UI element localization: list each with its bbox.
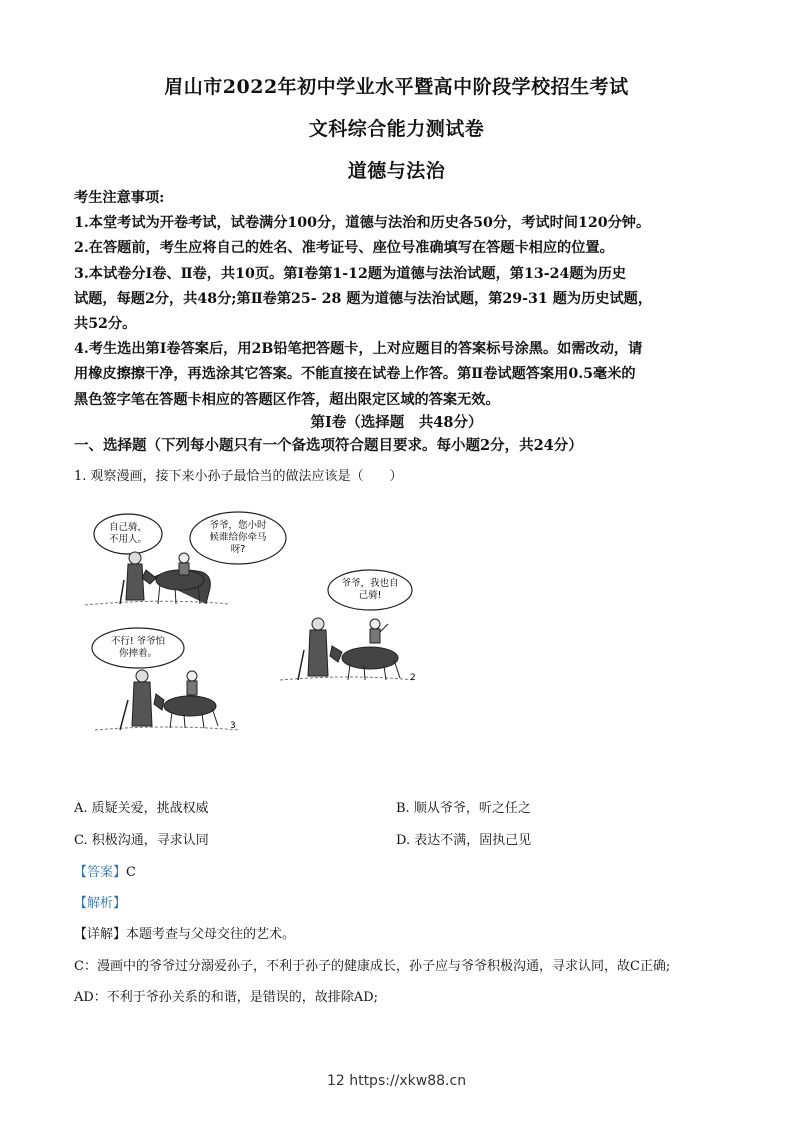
svg-text:己骑!: [359, 589, 382, 601]
panel-number: 2: [410, 673, 416, 683]
analysis-label: 【解析】: [74, 896, 127, 911]
subject-title: 道德与法治: [347, 160, 446, 182]
bubble-text: 爷爷，我也自: [341, 578, 399, 589]
svg-text:不行! 爷爷怕: [111, 635, 165, 647]
svg-text:呀?: [231, 544, 246, 555]
bubble-text: 自己骑，: [108, 522, 148, 533]
option-c: C. 积极沟通，寻求认同: [74, 833, 209, 848]
grandson-figure: [179, 553, 189, 575]
grandfather-figure: [298, 618, 328, 680]
notice-heading: 考生注意事项:: [74, 190, 165, 206]
notice-line: 2.在答题前，考生应将自己的姓名、准考证号、座位号准确填写在答题卡相应的位置。: [74, 240, 614, 257]
notice-line: 试题，每题2分，共48分;第Ⅱ卷第25- 28 题为道德与法治试题，第29-31 题为历史试题，: [74, 290, 653, 307]
option-a: A. 质疑关爱，挑战权威: [74, 801, 209, 816]
svg-text:爷爷，您小时: [209, 519, 267, 531]
svg-text:爷爷，我也自: [341, 577, 398, 589]
bubble-text: 候谁给你牵马: [209, 532, 267, 543]
svg-text:2: [410, 673, 416, 683]
horse-figure: [330, 646, 400, 680]
svg-text:自己骑，: [109, 521, 147, 533]
svg-text:候谁给你牵马: [209, 531, 266, 543]
section-heading: 第Ⅰ卷（选择题 共48分）: [310, 414, 483, 431]
detail-line: 【详解】本题考查与父母交往的艺术。: [74, 927, 296, 942]
exam-subtitle: 文科综合能力测试卷: [308, 118, 485, 140]
grandson-figure: [370, 619, 388, 643]
notice-line: 共52分。: [74, 316, 137, 333]
svg-text:3: [230, 721, 236, 731]
horse-figure: [142, 570, 210, 604]
bubble-text: 己骑!: [358, 590, 382, 601]
option-b: B. 顺从爷爷，听之任之: [396, 801, 531, 816]
answer-line: [74, 861, 136, 880]
svg-text:不用人。: [109, 533, 147, 545]
bubble-text: 呀?: [230, 544, 246, 555]
bubble-text: 你摔着。: [118, 648, 158, 659]
bubble-text: 不用人。: [108, 534, 148, 545]
notice-line: 4.考生选出第Ⅰ卷答案后，用2B铅笔把答题卡，上对应题目的答案标号涂黑。如需改动，请: [74, 341, 643, 358]
option-d: D. 表达不满，固执己见: [396, 833, 532, 848]
notice-line: 3.本试卷分Ⅰ卷、Ⅱ卷，共10页。第Ⅰ卷第1-12题为道德与法治试题，第13-24题为历史: [74, 265, 627, 282]
panel-number: 3: [230, 721, 236, 731]
grandson-figure: [187, 671, 197, 695]
notice-line: 用橡皮擦擦干净，再选涂其它答案。不能直接在试卷上作答。第Ⅱ卷试题答案用0.5毫米的: [74, 366, 636, 383]
exam-title: 眉山市2022年初中学业水平暨高中阶段学校招生考试: [164, 76, 629, 98]
answer-value: C: [126, 865, 136, 880]
bubble-text: 不行! 爷爷怕: [110, 636, 166, 647]
svg-text:你摔着。: [119, 647, 157, 659]
part-heading: 一、选择题（下列每小题只有一个备选项符合题目要求。每小题2分，共24分）: [74, 437, 583, 454]
notice-block: [74, 186, 724, 413]
page-footer: 12 https://xkw88.cn: [326, 1073, 467, 1089]
notice-line: 黑色签字笔在答题卡相应的答题区作答，超出限定区域的答案无效。: [74, 391, 500, 408]
bubble-text: 爷爷，您小时: [209, 520, 267, 531]
horse-figure: [154, 694, 218, 728]
question-stem: 1. 观察漫画，接下来小孙子最恰当的做法应该是（ ）: [74, 469, 403, 484]
grandfather-figure: [120, 670, 152, 730]
grandfather-figure: [120, 552, 144, 604]
explanation-ad: AD：不利于爷孙关系的和谐，是错误的，故排除AD;: [74, 990, 379, 1005]
explanation-c: C：漫画中的爷爷过分溺爱孙子，不利于孙子的健康成长，孙子应与爷爷积极沟通，寻求认同，故C正确;: [74, 959, 671, 974]
comic-illustration: [80, 500, 440, 740]
notice-line: 1.本堂考试为开卷考试，试卷满分100分，道德与法治和历史各50分，考试时间120分钟。: [74, 215, 651, 232]
answer-label: 【答案】: [74, 865, 127, 880]
